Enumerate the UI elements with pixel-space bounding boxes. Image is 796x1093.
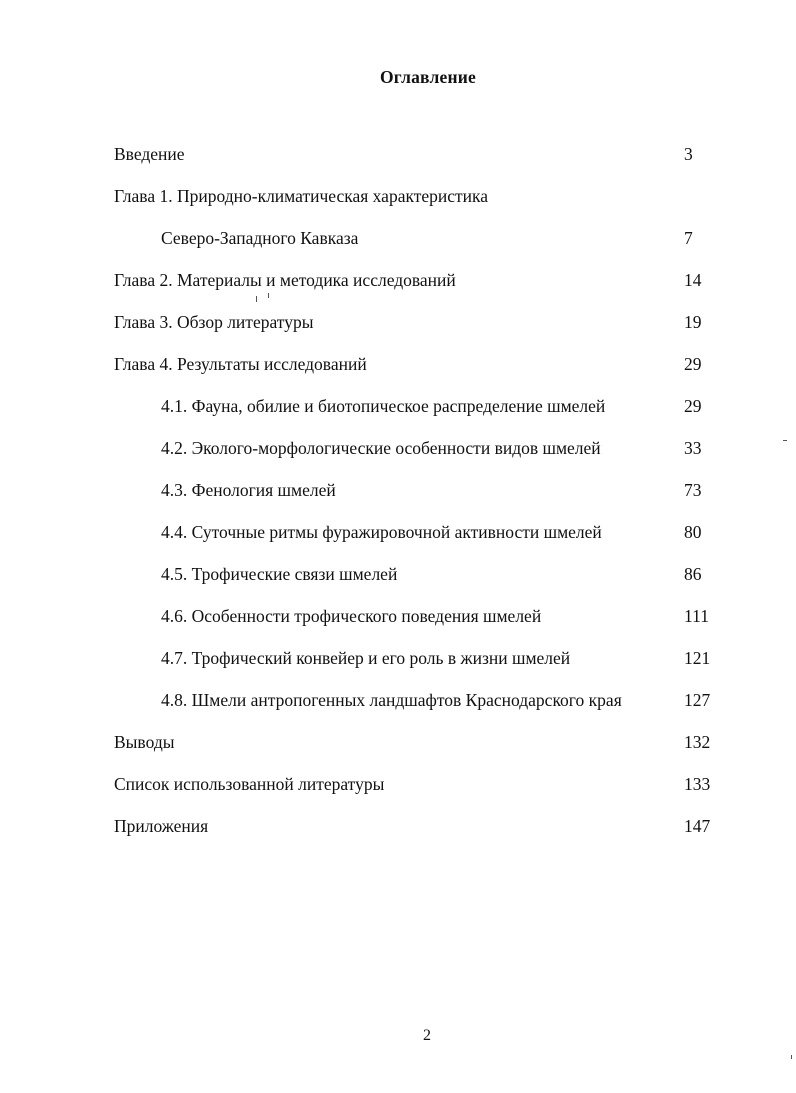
toc-entry-introduction: [0, 142, 796, 166]
toc-entry-chapter-1: [0, 184, 796, 208]
toc-entry-page: 133: [684, 774, 711, 794]
toc-entry-label: 4.7. Трофический конвейер и его роль в жизни шмелей: [161, 648, 571, 668]
toc-entry-section-4-3: [0, 478, 796, 502]
toc-entry-chapter-3: [0, 310, 796, 334]
toc-entry-page: 132: [684, 732, 711, 752]
toc-entry-page: 121: [684, 648, 711, 668]
toc-entry-label: 4.8. Шмели антропогенных ландшафтов Краснодарского края: [161, 690, 622, 710]
toc-entry-page: 29: [684, 354, 702, 374]
toc-entry-references: [0, 772, 796, 796]
toc-entry-label: Список использованной литературы: [114, 774, 385, 794]
toc-entry-label: Глава 1. Природно-климатическая характеристика: [114, 186, 489, 206]
toc-entry-label: Глава 3. Обзор литературы: [114, 312, 314, 332]
toc-entry-page: 33: [684, 438, 702, 458]
toc-entry-page: 86: [684, 564, 702, 584]
scan-speck: [256, 296, 257, 302]
toc-entry-page: 111: [684, 606, 709, 626]
toc-entry-appendices: [0, 814, 796, 838]
toc-entry-page: 14: [684, 270, 702, 290]
toc-entry-section-4-8: [0, 688, 796, 712]
toc-entry-label: Северо-Западного Кавказа: [161, 228, 359, 248]
toc-entry-conclusions: [0, 730, 796, 754]
toc-entry-label: 4.4. Суточные ритмы фуражировочной активности шмелей: [161, 522, 602, 542]
toc-entry-label: 4.5. Трофические связи шмелей: [161, 564, 398, 584]
toc-entry-page: 19: [684, 312, 702, 332]
toc-entry-label: 4.3. Фенология шмелей: [161, 480, 336, 500]
toc-entry-label: Выводы: [114, 732, 175, 752]
toc-entry-chapter-4: [0, 352, 796, 376]
toc-entry-page: 7: [684, 228, 693, 248]
page-number: 2: [423, 1027, 431, 1044]
toc-entry-section-4-4: [0, 520, 796, 544]
scan-speck: [268, 293, 269, 298]
toc-entry-page: 147: [684, 816, 711, 836]
toc-entry-label: Глава 4. Результаты исследований: [114, 354, 367, 374]
toc-entry-label: Глава 2. Материалы и методика исследований: [114, 270, 456, 290]
toc-entry-label: Приложения: [114, 816, 209, 836]
toc-entry-label: Введение: [114, 144, 185, 164]
toc-entry-page: 127: [684, 690, 711, 710]
toc-entry-section-4-6: [0, 604, 796, 628]
toc-entry-chapter-1-continued: [0, 226, 796, 250]
toc-entry-section-4-2: [0, 436, 796, 460]
toc-entry-label: 4.6. Особенности трофического поведения шмелей: [161, 606, 542, 626]
toc-entry-label: 4.1. Фауна, обилие и биотопическое распределение шмелей: [161, 396, 606, 416]
toc-entry-page: 3: [684, 144, 693, 164]
scan-speck: [783, 440, 787, 441]
toc-entry-section-4-5: [0, 562, 796, 586]
toc-entry-section-4-7: [0, 646, 796, 670]
toc-entry-chapter-2: [0, 268, 796, 292]
toc-entry-label: 4.2. Эколого-морфологические особенности видов шмелей: [161, 438, 601, 458]
toc-entry-page: 29: [684, 396, 702, 416]
scan-speck: [791, 1055, 792, 1059]
toc-entry-page: 73: [684, 480, 702, 500]
toc-entry-page: 80: [684, 522, 702, 542]
toc-entry-section-4-1: [0, 394, 796, 418]
toc-heading: Оглавление: [380, 67, 476, 87]
